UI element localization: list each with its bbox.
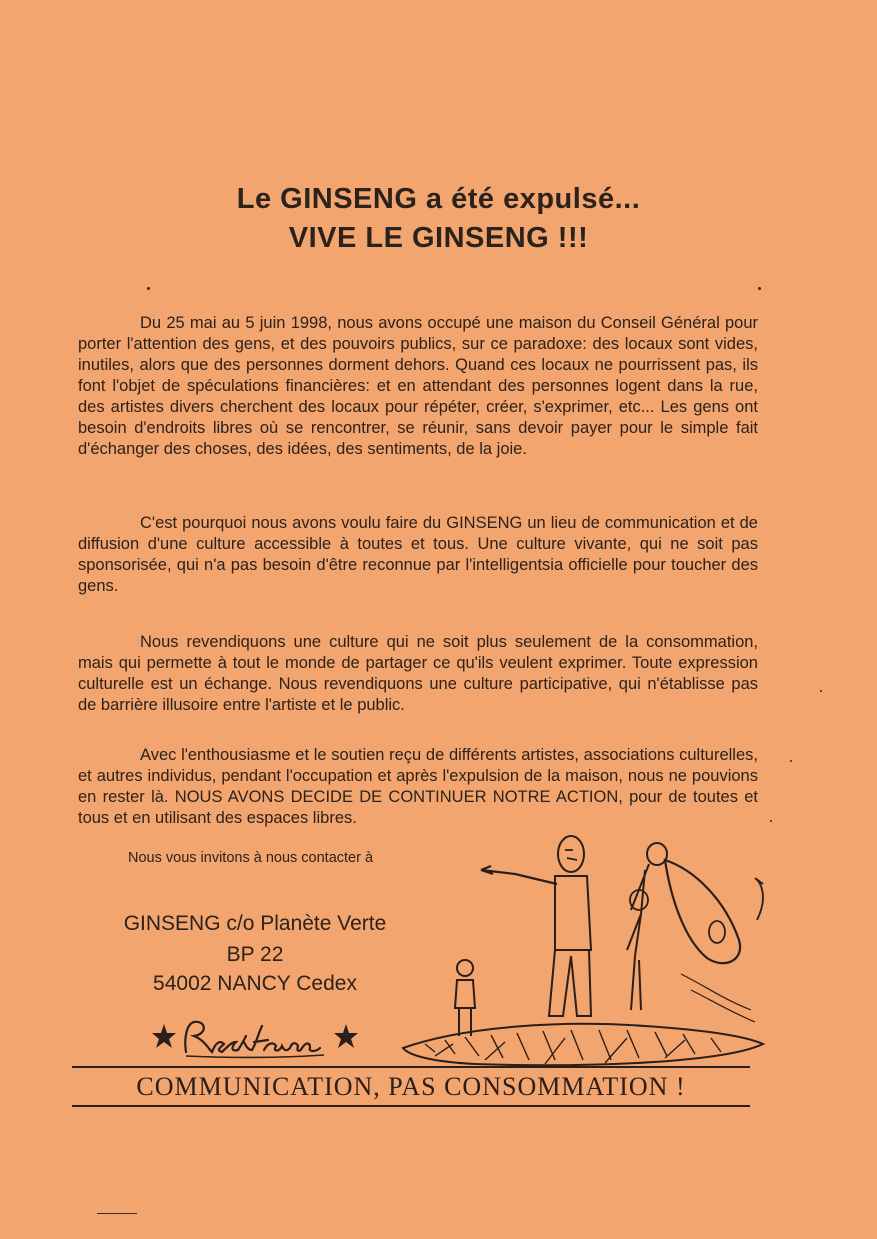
slogan-banner: [72, 1066, 750, 1107]
ink-speck: [770, 820, 772, 822]
paragraph-1-text: Du 25 mai au 5 juin 1998, nous avons occupé une maison du Conseil Général pour porter l'attention des gens, et des pouvoirs publics, sur ce paradoxe: des locaux sont vides, inutiles, alors que des personnes dorment dehors. Quand ces locaux ne pourrissent pas, ils font l'objet de spéculations financières: et en attendant des personnes logent dans la rue, des artistes divers cherchent des locaux pour répéter, créer, s'exprimer, etc... Les gens ont besoin d'endroits libres où se rencontrer, se réunir, sans devoir payer pour le simple fait d'échanger des choses, des idées, des sentiments, de la joie.: [78, 314, 758, 458]
paragraph-4: [78, 745, 758, 829]
ink-speck: [97, 1213, 137, 1214]
title-line-1: Le GINSENG a été expulsé...: [236, 183, 641, 215]
ink-speck: [758, 287, 761, 290]
address-line-2: BP 22: [226, 943, 284, 966]
resistance-signature: [150, 1012, 360, 1062]
paragraph-2: [78, 513, 758, 597]
slogan-rule-bottom: [72, 1105, 750, 1107]
star-icon: [152, 1024, 176, 1048]
signature-drawing: [150, 1012, 360, 1062]
cartoon-figures-illustration: [395, 830, 785, 1075]
paragraph-3-text: Nous revendiquons une culture qui ne soit plus seulement de la consommation, mais qui permette à tout le monde de partager ce qu'ils veulent exprimer. Toute expression culturelle est un échange. Nous revendiquons une culture participative, qui n'établisse pas de barrière illusoire entre l'artiste et le public.: [78, 633, 758, 714]
contact-invitation: Nous vous invitons à nous contacter à: [128, 850, 374, 866]
paragraph-1: [78, 313, 758, 460]
paragraph-4-text: Avec l'enthousiasme et le soutien reçu de différents artistes, associations culturelles, et autres individus, pendant l'occupation et après l'expulsion de la maison, nous ne pouvions en rester là. NOUS AVONS DECIDE DE CONTINUER NOTRE ACTION, pour de toutes et tous et en utilisant des espaces libres.: [78, 746, 758, 827]
star-icon: [334, 1024, 358, 1048]
address-line-3: 54002 NANCY Cedex: [153, 972, 357, 995]
ink-speck: [820, 690, 822, 692]
title-line-2: VIVE LE GINSENG !!!: [288, 222, 589, 254]
paragraph-3: [78, 632, 758, 716]
paragraph-2-text: C'est pourquoi nous avons voulu faire du GINSENG un lieu de communication et de diffusion d'une culture accessible à toutes et tous. Une culture vivante, qui ne soit pas sponsorisée, qui n'a pas besoin d'être reconnue par l'intelligentsia officielle pour toucher des gens.: [78, 514, 758, 595]
ink-speck: [790, 760, 792, 762]
address-line-1: GINSENG c/o Planète Verte: [123, 912, 387, 935]
slogan-text: COMMUNICATION, PAS CONSOMMATION !: [136, 1072, 686, 1101]
ink-speck: [147, 287, 150, 290]
